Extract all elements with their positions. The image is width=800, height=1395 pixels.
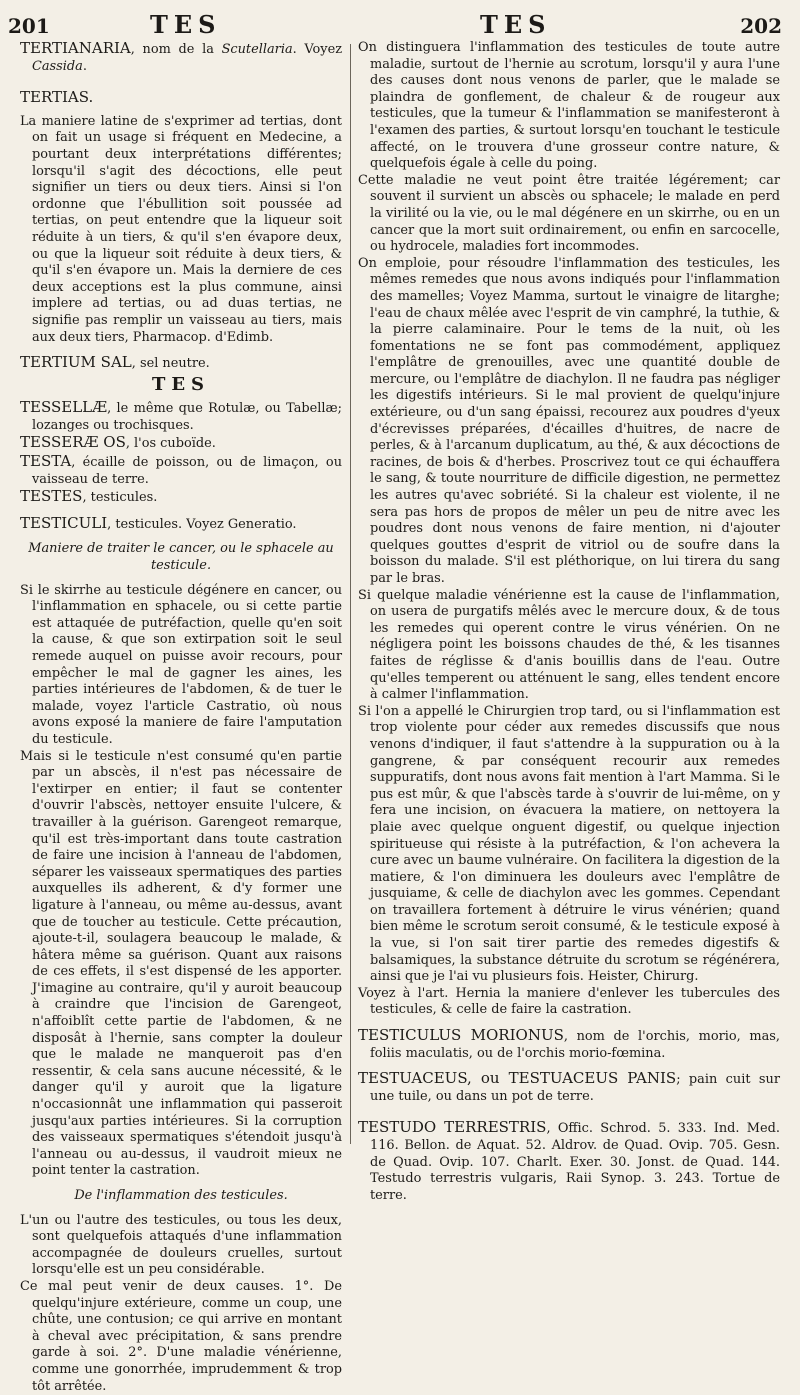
entry-testiculus-morionus: TESTICULUS MORIONUS, nom de l'orchis, morio, mas, foliis maculatis, ou de l'orchis morio-fœmina.	[358, 1026, 780, 1061]
paragraph: Cette maladie ne veut point être traitée légérement; car souvent il survient un abscès ou sphacele; le malade en perd la virilité ou la vie, ou le mal dégénere en un skirrhe, ou en un cancer que la mort suit ordinairement, ou enfin en sarcocelle, ou hydrocele, maladies fort incommodes.	[358, 172, 780, 255]
subheading-cancer: Maniere de traiter le cancer, ou le sphacele au testicule.	[28, 541, 334, 574]
entry-tertium-sal: TERTIUM SAL, sel neutre.	[20, 353, 210, 372]
section-heading: TES	[151, 373, 211, 395]
entry-testiculi: TESTICULI, testicules. Voyez Generatio.	[20, 513, 297, 532]
paragraph: Si l'on a appellé le Chirurgien trop tard, ou si l'inflammation est trop violente pour céder aux remedes discussifs que nous venons d'indiquer, il faut s'attendre à la suppuration ou à la gangrene, & par conséquent recourir aux remedes suppuratifs, dont nous avons fait mention à l'art Mamma. Si le pus est mûr, & que l'abscès tarde à s'ouvrir de lui-même, on y fera une incision, on évacuera la matiere, on nettoyera la plaie avec quelque onguent digestif, ou quelque injection spiritueuse qui résiste à la putréfaction, & l'on achevera la cure avec un baume vulnéraire. On facilitera la digestion de la matiere, & l'on diminuera les douleurs avec l'emplâtre de jusquiame, & celle de diachylon avec les gommes. Cependant on travaillera fortement à détruire le virus vénérien; quand bien même le scrotum seroit consumé, & le testicule exposé à la vue, si l'on sait tirer partie des remedes digestifs & balsamiques, la substance détruite du scrotum se régénérera, ainsi que je l'ai vu plusieurs fois. Heister, Chirurg.	[358, 703, 780, 985]
paragraph: Voyez à l'art. Hernia la maniere d'enlever les tubercules des testicules, & celle de faire la castration.	[358, 985, 780, 1018]
right-column	[358, 40, 780, 1204]
entry-tertianaria: TERTIANARIA, nom de la Scutellaria. Voyez Cassida.	[20, 39, 342, 74]
paragraph: On distinguera l'inflammation des testicules de toute autre maladie, surtout de l'hernie au scrotum, lorsqu'il y aura l'une des causes dont nous venons de parler, que le malade se plaindra de gonflement, de chaleur & de rougeur aux testicules, que la tumeur & l'inflammation se manifesteront à l'examen des parties, & surtout lorsqu'en touchant le testicule affecté, on le trouvera d'une grosseur contre nature, & quelquefois égale à celle du poing.	[358, 40, 780, 172]
page-number-right: 202	[740, 14, 782, 38]
entry-testa: TESTA, écaille de poisson, ou de limaçon, ou vaisseau de terre.	[20, 452, 342, 487]
entry-testuaceus: TESTUACEUS, ou TESTUACEUS PANIS; pain cuit sur une tuile, ou dans un pot de terre.	[358, 1069, 780, 1104]
paragraph: On emploie, pour résoudre l'inflammation des testicules, les mêmes remedes que nous avons indiqués pour l'inflammation des mamelles; Voyez Mamma, surtout le vinaigre de litarghe; l'eau de chaux mêlée avec l'esprit de vin camphré, la tuthie, & la pierre calaminaire. Pour le tems de la nuit, où les fomentations ne se font pas commodément, appliquez l'emplâtre de grenouilles, avec une quantité double de mercure, ou l'emplâtre de diachylon. Il ne faudra pas négliger les digestifs intérieurs. Si le mal provient de quelqu'injure extérieure, ou d'un sang épaissi, recourez aux poudres d'yeux d'écrevisses préparées, d'écailles d'huitres, de nacre de perles, & à l'arcanum duplicatum, au thé, & aux décoctions de racines, de bois & d'herbes. Proscrivez tout ce qui échauffera le sang, & toute nourriture de difficile digestion, ne permettez les autres qu'avec sobriété. Si la chaleur est violente, il ne sera pas hors de propos de mêler un peu de nitre avec les poudres dont nous venons de faire mention, ni d'ajouter quelques gouttes d'esprit de vitriol ou de soufre dans la boisson du malade. S'il est pléthorique, on lui tirera du sang par le bras.	[358, 255, 780, 586]
running-head-right: TES	[480, 10, 552, 39]
entry-tessellae: TESSELLÆ, le même que Rotulæ, ou Tabellæ; lozanges ou trochisques.	[20, 398, 342, 433]
page-number-left: 201	[8, 14, 50, 38]
entry-testudo: TESTUDO TERRESTRIS, Offic. Schrod. 5. 333. Ind. Med. 116. Bellon. de Aquat. 52. Aldrov. de Quad. Ovip. 705. Gesn. de Quad. Ovip. 107. Charlt. Exer. 30. Jonst. de Quad. 144. Testudo terrestris vulgaris, Raii Synop. 3. 243. Tortue de terre.	[358, 1118, 780, 1203]
running-head-left: TES	[150, 10, 222, 39]
paragraph: L'un ou l'autre des testicules, ou tous les deux, sont quelquefois attaqués d'une inflammation accompagnée de douleurs cruelles, surtout lorsqu'elle est un peu considérable.	[20, 1212, 342, 1278]
paragraph: Si quelque maladie vénérienne est la cause de l'inflammation, on usera de purgatifs mêlés avec le mercure doux, & de tous les remedes qui operent contre le virus vénérien. On ne négligera point les boissons chaudes de thé, & les tisannes faites de réglisse & d'anis bouillis dans de l'eau. Outre qu'elles temperent ou atténuent le sang, elles tendent encore à calmer l'inflammation.	[358, 587, 780, 703]
entry-testes: TESTES, testicules.	[20, 487, 158, 506]
subheading-inflammation: De l'inflammation des testicules.	[74, 1188, 288, 1203]
left-column	[20, 40, 342, 1395]
entry-tertias-head: TERTIAS.	[20, 88, 94, 107]
entry-headword: TERTIANARIA	[20, 39, 131, 57]
paragraph: Si le skirrhe au testicule dégénere en cancer, ou l'inflammation en sphacele, ou si cette partie est attaquée de putréfaction, quelle qu'en soit la cause, & que son extirpation soit le seul remede auquel on puisse avoir recours, pour empêcher le mal de gagner les aines, les parties intérieures de l'abdomen, & de tuer le malade, voyez l'article Castratio, où nous avons exposé la maniere de faire l'amputation du testicule.	[20, 582, 342, 747]
paragraph: Ce mal peut venir de deux causes. 1°. De quelqu'injure extérieure, comme un coup, une chûte, une contusion; ce qui arrive en montant à cheval avec précipitation, & sans prendre garde à soi. 2°. D'une maladie vénérienne, comme une gonorrhée, imprudemment & trop tôt arrêtée.	[20, 1278, 342, 1394]
entry-tertias-body: La maniere latine de s'exprimer ad tertias, dont on fait un usage si fréquent en Medecine, a pourtant deux interprétations différentes; lorsqu'il s'agit des décoctions, elle peut signifier un tiers ou deux tiers. Ainsi si l'on ordonne que l'ébullition soit poussée ad tertias, on peut entendre que la liqueur soit réduite à un tiers, & qu'il s'en évapore deux, ou que la liqueur soit réduite à deux tiers, & qu'il s'en évapore un. Mais la derniere de ces deux acceptions est la plus commune, ainsi implere ad tertias, ou ad duas tertias, ne signifie pas remplir un vaisseau au tiers, mais aux deux tiers, Pharmacop. d'Edimb.	[20, 113, 342, 345]
entry-tesserae: TESSERÆ OS, l'os cuboïde.	[20, 433, 216, 452]
paragraph: Mais si le testicule n'est consumé qu'en partie par un abscès, il n'est pas nécessaire de l'extirper en entier; il faut se contenter d'ouvrir l'abscès, nettoyer ensuite l'ulcere, & travailler à la guérison. Garengeot remarque, qu'il est très-important dans toute castration de faire une incision à l'anneau de l'abdomen, séparer les vaisseaux spermatiques des parties auxquelles ils adherent, & d'y former une ligature à l'anneau, ou même au-dessus, avant que de toucher au testicule. Cette précaution, ajoute-t-il, soulagera beaucoup le malade, & hâtera même sa guérison. Quant aux raisons de ces effets, il s'est dispensé de les apporter. J'imagine au contraire, qu'il y auroit beaucoup à craindre que l'incision de Garengeot, n'affoiblît cette partie de l'abdomen, & ne disposât à l'hernie, sans compter la douleur que le malade ne manqueroit pas d'en ressentir, & cela sans aucune nécessité, & le danger qu'il y auroit que la ligature n'occasionnât une inflammation qui passeroit jusqu'aux parties intérieures. Si la corruption des vaisseaux spermatiques s'étendoit jusqu'à l'anneau ou au-dessus, il vaudroit mieux ne point tenter la castration.	[20, 748, 342, 1179]
column-divider	[350, 44, 351, 1144]
